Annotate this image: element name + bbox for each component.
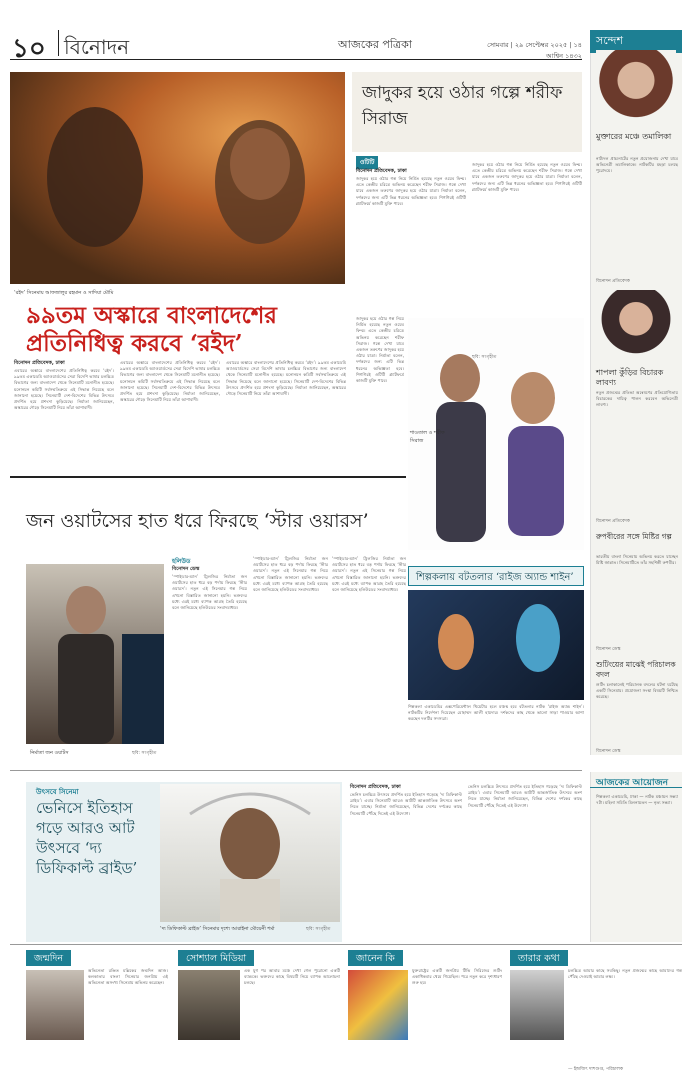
magician-byline: বিনোদন প্রতিবেদক, ঢাকা bbox=[356, 168, 407, 174]
starwars-body-col3: ‘স্পাইডার-ম্যান’ ট্রিলজির নির্মাতা জন ওয়াটসের হাত ধরে বড় পর্দায় ফিরছে ‘স্টার ওয়ারস’। নতুন এই সিনেমার গল্প নিয়ে এখনো বিস্তারিত জানানো হয়নি। ভক্তদের মধ্যে এরই মধ্যে ব্যাপক আগ্রহ তৈরি হয়েছে বলে জানিয়েছে হলিউডের সংবাদমাধ্যম। bbox=[332, 556, 406, 593]
bottom-divider bbox=[10, 944, 682, 945]
bottom-tab-3: জানেন কি bbox=[348, 950, 403, 966]
lead-photo-figures bbox=[10, 72, 345, 284]
sidebar-item-body-1: নাট্যদল প্রাচ্যনাটের নতুন প্রযোজনায় দেখা যাবে অভিনেত্রী তমালিকাকে। নাটকটির মহড়া চলছে পুরোদমে। bbox=[596, 156, 678, 174]
venice-photo bbox=[160, 784, 340, 922]
starwars-credit: ছবি: সংগৃহীত bbox=[132, 751, 157, 756]
lead-headline: ৯৯তম অস্কারে বাংলাদেশের প্রতিনিধিত্ব করবে ‘রইদ’ bbox=[26, 302, 277, 357]
bottom-photo-1 bbox=[26, 970, 84, 1040]
sidebar-item-by-4: বিনোদন ডেস্ক bbox=[596, 749, 621, 754]
magician-tag: ওটিটি bbox=[356, 156, 378, 169]
venice-body-col1: ভেনিস চলচ্চিত্র উৎসবে প্রদর্শিত হয়ে ইতিহাস গড়েছে ‘দ্য ডিফিকাল্ট ব্রাইড’। এবার সিনেমাটি আরও আটটি আন্তর্জাতিক উৎসবে অংশ নিতে যাচ্ছে। নির্মাতা জানিয়েছেন, বিভিন্ন দেশের দর্শকের কাছে সিনেমাটি পৌঁছে দিতেই এই উদ্যোগ। bbox=[350, 792, 462, 816]
lead-byline: বিনোদন প্রতিবেদক, ঢাকা bbox=[14, 360, 65, 366]
bottom-body-1: অভিনেতা রঞ্জিত মল্লিকের জন্মদিন আজ। কলকাতার বাংলা সিনেমার জনপ্রিয় এই অভিনেতা অসংখ্য সিনেমায় অভিনয় করেছেন। bbox=[88, 968, 168, 986]
magician-body-col1: জাদুকর হয়ে ওঠার গল্প নিয়ে নির্মিত হয়েছে নতুন ওয়েব ফিল্ম। এতে কেন্দ্রীয় চরিত্রে অভিনয় করেছেন শরীফ সিরাজ। গল্পে দেখা যাবে একজন তরুণের জাদুকর হয়ে ওঠার যাত্রা। নির্মাতা বলেন, দর্শকদের জন্য এটি ভিন্ন ধরনের অভিজ্ঞতা হবে। শিগগিরই ওটিটি প্ল্যাটফর্মে কাজটি মুক্তি পাবে। bbox=[356, 176, 466, 206]
sidebar-photo-1 bbox=[596, 50, 676, 126]
sidebar-item-title-4: শুটিংয়ের মাঝেই পরিচালক বদল bbox=[596, 660, 676, 679]
venice-body-col2: ভেনিস চলচ্চিত্র উৎসবে প্রদর্শিত হয়ে ইতিহাস গড়েছে ‘দ্য ডিফিকাল্ট ব্রাইড’। এবার সিনেমাটি আরও আটটি আন্তর্জাতিক উৎসবে অংশ নিতে যাচ্ছে। নির্মাতা জানিয়েছেন, বিভিন্ন দেশের দর্শকের কাছে সিনেমাটি পৌঁছে দিতেই এই উদ্যোগ। bbox=[468, 784, 582, 808]
riseshine-photo bbox=[408, 590, 584, 700]
bottom-tab-4: তারার কথা bbox=[510, 950, 568, 966]
venice-tag: উৎসবে সিনেমা bbox=[36, 788, 79, 796]
riseshine-figures bbox=[408, 590, 584, 700]
sidebar-item-by-3: বিনোদন ডেস্ক bbox=[596, 647, 621, 652]
starwars-caption: নির্মাতা জন ওয়াটস bbox=[30, 750, 69, 756]
bottom-tab-1: জন্মদিন bbox=[26, 950, 71, 966]
lead-caption: ‘রইদ’ সিনেমায় আফজালুর রহমান ও সাদিয়া মৌমি bbox=[14, 290, 114, 296]
bottom-photo-3 bbox=[348, 970, 408, 1040]
sidebar-box2-title: আজকের আয়োজন bbox=[590, 772, 682, 788]
venice-caption: ‘দ্য ডিফিকাল্ট ব্রাইড’ সিনেমার দৃশ্যে আরাইনা মৌয়েনী শর্মা bbox=[160, 926, 275, 932]
sidebar-item-by-2: বিনোদন প্রতিবেদক bbox=[596, 519, 630, 524]
starwars-figure bbox=[26, 564, 164, 744]
starwars-byline: বিনোদন ডেস্ক bbox=[172, 566, 200, 572]
lead-body-col2: এবারের অস্কারে বাংলাদেশের প্রতিনিধিত্ব করবে ‘রইদ’। ৯৯তম একাডেমি অ্যাওয়ার্ডসের সেরা বিদেশি ভাষার চলচ্চিত্র বিভাগের জন্য বাংলাদেশ থেকে সিনেমাটি মনোনীত হয়েছে। মনোনয়ন কমিটি সর্বসম্মতিক্রমে এই সিদ্ধান্ত নিয়েছে বলে জানানো হয়েছে। সিনেমাটি দেশ-বিদেশের বিভিন্ন উৎসবে প্রদর্শিত হয়ে প্রশংসা কুড়িয়েছে। নির্মাতা জানিয়েছেন, অস্কারের দৌড়ে সিনেমাটি নিয়ে তাঁরা আশাবাদী। bbox=[120, 360, 220, 403]
riseshine-body: শিল্পকলা একাডেমির এক্সপেরিমেন্টাল থিয়েটার হলে মঞ্চস্থ হবে বটতলার নাটক ‘রাইজ অ্যান্ড শাইন’। নাটকটির নির্দেশনা দিয়েছেন মোহাম্মদ আলী হায়দার। দর্শকদের কাছ থেকে ভালো সাড়া পাওয়ার আশা করছেন দলটির সদস্যরা। bbox=[408, 704, 584, 722]
sidebar-item-body-4: শুটিং চলাকালেই পরিচালক বদলের ঘটনা ঘটেছে একটি সিনেমায়। প্রযোজনা সংস্থা বিষয়টি নিশ্চিত করেছে। bbox=[596, 682, 678, 700]
sidebar-item-title-3: রুপবীরের সঙ্গে মিষ্টির গল্প bbox=[596, 532, 672, 541]
sidebar-box2-body: শিল্পকলা একাডেমি, ঢাকা — নাটক মঞ্চায়ন সন্ধ্যা ৭টা। মহিলা সমিতি মিলনায়তন — নৃত্য সন্ধ্যা। bbox=[596, 794, 678, 806]
venice-figure bbox=[160, 784, 340, 922]
dateline: সোমবার | ২৯ সেপ্টেম্বর ২০২৫ | ১৪ আশ্বিন ১৪৩২ bbox=[487, 41, 582, 60]
venice-byline: বিনোদন প্রতিবেদক, ঢাকা bbox=[350, 784, 401, 790]
lead-body-col3: এবারের অস্কারে বাংলাদেশের প্রতিনিধিত্ব করবে ‘রইদ’। ৯৯তম একাডেমি অ্যাওয়ার্ডসের সেরা বিদেশি ভাষার চলচ্চিত্র বিভাগের জন্য বাংলাদেশ থেকে সিনেমাটি মনোনীত হয়েছে। মনোনয়ন কমিটি সর্বসম্মতিক্রমে এই সিদ্ধান্ত নিয়েছে বলে জানানো হয়েছে। সিনেমাটি দেশ-বিদেশের বিভিন্ন উৎসবে প্রদর্শিত হয়ে প্রশংসা কুড়িয়েছে। নির্মাতা জানিয়েছেন, অস্কারের দৌড়ে সিনেমাটি নিয়ে তাঁরা আশাবাদী। bbox=[226, 360, 346, 397]
page-number: ১০ bbox=[12, 34, 46, 64]
magician-headline: জাদুকর হয়ে ওঠার গল্পে শরীফ সিরাজ bbox=[362, 83, 563, 129]
sidebar-item-title-2: শাপলা কুঁড়ির বিচারক লাবণ্য bbox=[596, 368, 664, 387]
starwars-headline: জন ওয়াটসের হাত ধরে ফিরছে ‘স্টার ওয়ারস’ bbox=[26, 510, 369, 532]
lead-body-col1: এবারের অস্কারে বাংলাদেশের প্রতিনিধিত্ব করবে ‘রইদ’। ৯৯তম একাডেমি অ্যাওয়ার্ডসের সেরা বিদেশি ভাষার চলচ্চিত্র বিভাগের জন্য বাংলাদেশ থেকে সিনেমাটি মনোনীত হয়েছে। মনোনয়ন কমিটি সর্বসম্মতিক্রমে এই সিদ্ধান্ত নিয়েছে বলে জানানো হয়েছে। সিনেমাটি দেশ-বিদেশের বিভিন্ন উৎসবে প্রদর্শিত হয়ে প্রশংসা কুড়িয়েছে। নির্মাতা জানিয়েছেন, অস্কারের দৌড়ে সিনেমাটি নিয়ে তাঁরা আশাবাদী। bbox=[14, 368, 114, 411]
bottom-tab-2: সোশ্যাল মিডিয়া bbox=[178, 950, 254, 966]
paper-name: আজকের পত্রিকা bbox=[338, 38, 412, 51]
starwars-tag: হলিউড bbox=[172, 558, 191, 565]
venice-credit: ছবি: সংগৃহীত bbox=[306, 927, 331, 932]
riseshine-headline: শিল্পকলায় বটতলার ‘রাইজ অ্যান্ড শাইন’ bbox=[416, 572, 574, 583]
starwars-photo bbox=[26, 564, 164, 744]
sidebar-item-by-1: বিনোদন প্রতিবেদক bbox=[596, 279, 630, 284]
sidebar-item-title-1: মুক্তারের মঞ্চে তমালিকা bbox=[596, 132, 672, 141]
venice-headline: ভেনিসে ইতিহাস গড়ে আরও আট উৎসবে ‘দ্য ডিফিকাল্ট ব্রাইড’ bbox=[36, 799, 138, 877]
magician-credit: ছবি: সংগৃহীত bbox=[472, 355, 497, 360]
magician-caption: শাওতাল ও শরীফ সিরাজ bbox=[410, 430, 445, 444]
bottom-photo-2 bbox=[178, 970, 240, 1040]
sidebar-photo-2 bbox=[596, 290, 676, 362]
lead-photo bbox=[10, 72, 345, 284]
header-divider bbox=[58, 30, 59, 56]
bottom-body-4: চলচ্চিত্র আমার কাছে সবকিছু। নতুন প্রজন্মের কাছে আমাদের গল্প পৌঁছে দেওয়াই আমার লক্ষ্য। bbox=[568, 968, 682, 980]
starwars-body-col2: ‘স্পাইডার-ম্যান’ ট্রিলজির নির্মাতা জন ওয়াটসের হাত ধরে বড় পর্দায় ফিরছে ‘স্টার ওয়ারস’। নতুন এই সিনেমার গল্প নিয়ে এখনো বিস্তারিত জানানো হয়নি। ভক্তদের মধ্যে এরই মধ্যে ব্যাপক আগ্রহ তৈরি হয়েছে বলে জানিয়েছে হলিউডের সংবাদমাধ্যম। bbox=[253, 556, 328, 593]
bottom-body-2: এক যুগ পর আবার মঞ্চে দেখা গেল পুরোনো একটি ব্যান্ডকে। ভক্তদের কাছে বিষয়টি নিয়ে ব্যাপক আলোচনা চলছে। bbox=[244, 968, 340, 986]
section-title: বিনোদন bbox=[64, 35, 130, 59]
sidebar-item-body-2: নতুন প্রজন্মের প্রতিভা অন্বেষণের প্রতিযোগিতায় বিচারকের দায়িত্ব পালন করবেন অভিনেত্রী লাবণ্য। bbox=[596, 390, 678, 408]
magician-body-col3: জাদুকর হয়ে ওঠার গল্প নিয়ে নির্মিত হয়েছে নতুন ওয়েব ফিল্ম। এতে কেন্দ্রীয় চরিত্রে অভিনয় করেছেন শরীফ সিরাজ। গল্পে দেখা যাবে একজন তরুণের জাদুকর হয়ে ওঠার যাত্রা। নির্মাতা বলেন, দর্শকদের জন্য এটি ভিন্ন ধরনের অভিজ্ঞতা হবে। শিগগিরই ওটিটি প্ল্যাটফর্মে কাজটি মুক্তি পাবে। bbox=[356, 316, 404, 384]
bottom-body-3: যুক্তরাষ্ট্রের একটি জনপ্রিয় টিভি সিরিজের শুটিং একাধিকবার থেমে গিয়েছিল। পরে নতুন করে দৃশ্যধারণ শুরু হয়। bbox=[412, 968, 502, 986]
sidebar-item-body-3: ভারতীয় বাংলা সিনেমায় অভিনয় করতে যাচ্ছেন মিষ্টি জান্নাত। সিনেমাটিতে তাঁর সহশিল্পী রুপবীর। bbox=[596, 554, 678, 566]
bottom-photo-4 bbox=[510, 970, 564, 1040]
magician-body-col2: জাদুকর হয়ে ওঠার গল্প নিয়ে নির্মিত হয়েছে নতুন ওয়েব ফিল্ম। এতে কেন্দ্রীয় চরিত্রে অভিনয় করেছেন শরীফ সিরাজ। গল্পে দেখা যাবে একজন তরুণের জাদুকর হয়ে ওঠার যাত্রা। নির্মাতা বলেন, দর্শকদের জন্য এটি ভিন্ন ধরনের অভিজ্ঞতা হবে। শিগগিরই ওটিটি প্ল্যাটফর্মে কাজটি মুক্তি পাবে। bbox=[472, 162, 582, 192]
section-divider-2 bbox=[10, 770, 582, 771]
starwars-body-col1: ‘স্পাইডার-ম্যান’ ট্রিলজির নির্মাতা জন ওয়াটসের হাত ধরে বড় পর্দায় ফিরছে ‘স্টার ওয়ারস’। নতুন এই সিনেমার গল্প নিয়ে এখনো বিস্তারিত জানানো হয়নি। ভক্তদের মধ্যে এরই মধ্যে ব্যাপক আগ্রহ তৈরি হয়েছে বলে জানিয়েছে হলিউডের সংবাদমাধ্যম। bbox=[172, 574, 247, 611]
section-divider bbox=[10, 476, 406, 478]
sidebar-title: সন্দেশ bbox=[590, 30, 682, 53]
bottom-by-4: — ইন্দ্রজিৎ দাশগুপ্ত, পরিচালক bbox=[568, 1067, 623, 1072]
